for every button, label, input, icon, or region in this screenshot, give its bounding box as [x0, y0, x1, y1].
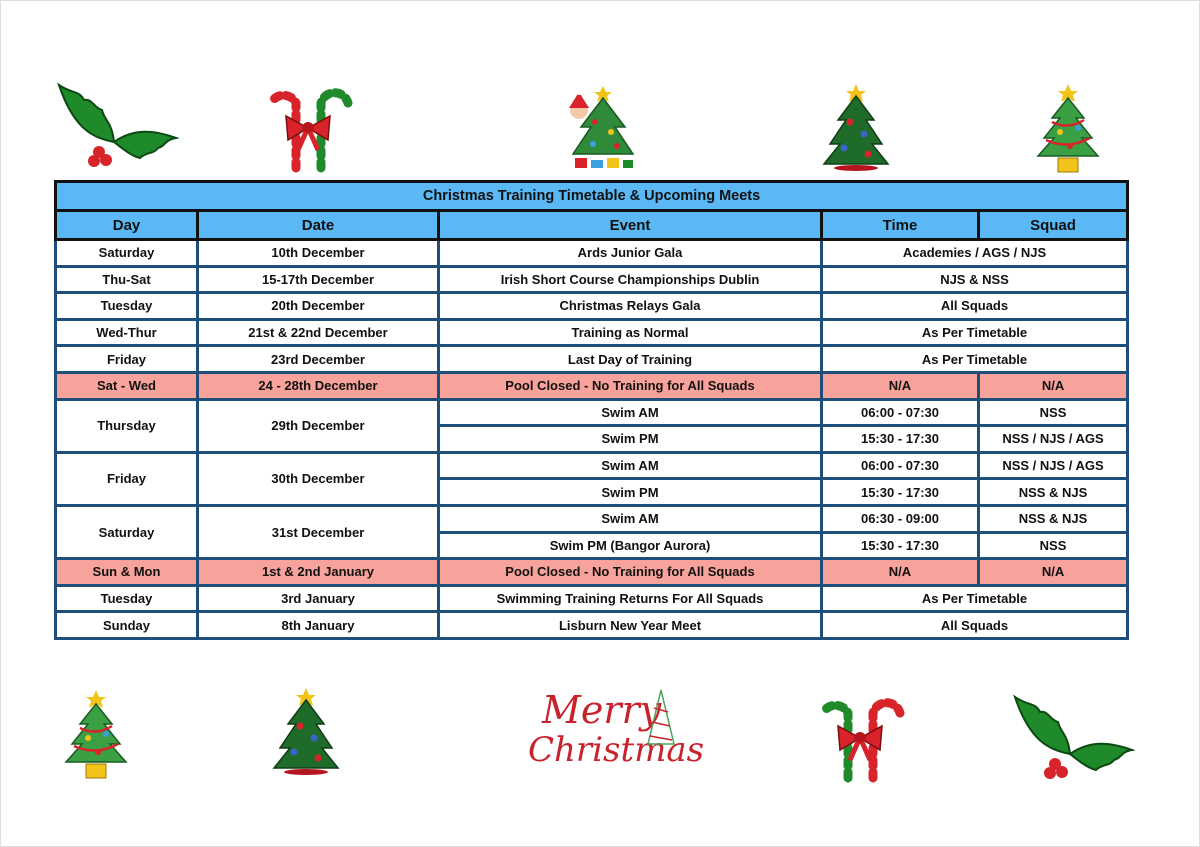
cell-event: Swim AM — [439, 505, 822, 532]
cell-day: Sun & Mon — [56, 559, 198, 586]
header-time: Time — [822, 211, 979, 240]
table-row — [56, 585, 1128, 612]
table-row-closed — [56, 559, 1128, 586]
header-day: Day — [56, 211, 198, 240]
table-row — [56, 266, 1128, 293]
christmas-text: Christmas — [528, 730, 705, 770]
cell-date: 31st December — [198, 505, 439, 558]
cell-squad: NSS / NJS / AGS — [979, 426, 1128, 453]
cell-date: 3rd January — [198, 585, 439, 612]
cell-event: Swim PM — [439, 479, 822, 506]
cell-event: Swim PM — [439, 426, 822, 453]
table-row — [56, 399, 1128, 426]
cell-squad: N/A — [979, 559, 1128, 586]
cell-event: Swim AM — [439, 452, 822, 479]
holly-icon — [1010, 692, 1135, 782]
cell-squad: NSS / NJS / AGS — [979, 452, 1128, 479]
header-date: Date — [198, 211, 439, 240]
cell-date: 1st & 2nd January — [198, 559, 439, 586]
decorated-tree-icon — [58, 688, 133, 780]
cell-day: Thu-Sat — [56, 266, 198, 293]
cell-event: Pool Closed - No Training for All Squads — [439, 372, 822, 399]
cell-time: 15:30 - 17:30 — [822, 532, 979, 559]
christmas-tree-icon — [818, 82, 893, 174]
cell-squad: NSS & NJS — [979, 505, 1128, 532]
table-row — [56, 319, 1128, 346]
cell-event: Training as Normal — [439, 319, 822, 346]
cell-time-squad: All Squads — [822, 612, 1128, 639]
christmas-tree-icon — [268, 686, 343, 778]
cell-day: Sat - Wed — [56, 372, 198, 399]
cell-time: 06:30 - 09:00 — [822, 505, 979, 532]
cell-time-squad: Academies / AGS / NJS — [822, 240, 1128, 267]
table-row — [56, 452, 1128, 479]
cell-squad: NSS & NJS — [979, 479, 1128, 506]
table-row — [56, 505, 1128, 532]
header-squad: Squad — [979, 211, 1128, 240]
small-tree-icon — [646, 688, 676, 748]
table-title: Christmas Training Timetable & Upcoming Meets — [56, 182, 1128, 211]
cell-day: Saturday — [56, 505, 198, 558]
table-row — [56, 293, 1128, 320]
cell-day: Sunday — [56, 612, 198, 639]
cell-time: N/A — [822, 372, 979, 399]
cell-date: 20th December — [198, 293, 439, 320]
cell-squad: NSS — [979, 399, 1128, 426]
cell-date: 23rd December — [198, 346, 439, 373]
cell-date: 21st & 22nd December — [198, 319, 439, 346]
cell-day: Saturday — [56, 240, 198, 267]
header-event: Event — [439, 211, 822, 240]
cell-time: 06:00 - 07:30 — [822, 399, 979, 426]
table-row — [56, 346, 1128, 373]
cell-time: 06:00 - 07:30 — [822, 452, 979, 479]
cell-time: N/A — [822, 559, 979, 586]
cell-event: Pool Closed - No Training for All Squads — [439, 559, 822, 586]
cell-event: Swim PM (Bangor Aurora) — [439, 532, 822, 559]
cell-day: Wed-Thur — [56, 319, 198, 346]
cell-event: Lisburn New Year Meet — [439, 612, 822, 639]
cell-date: 30th December — [198, 452, 439, 505]
cell-time-squad: All Squads — [822, 293, 1128, 320]
cell-date: 24 - 28th December — [198, 372, 439, 399]
cell-day: Tuesday — [56, 293, 198, 320]
cell-date: 15-17th December — [198, 266, 439, 293]
cell-day: Tuesday — [56, 585, 198, 612]
cell-squad: NSS — [979, 532, 1128, 559]
cell-date: 10th December — [198, 240, 439, 267]
cell-date: 8th January — [198, 612, 439, 639]
cell-day: Friday — [56, 452, 198, 505]
table-row-closed — [56, 372, 1128, 399]
cell-time-squad: NJS & NSS — [822, 266, 1128, 293]
cell-time-squad: As Per Timetable — [822, 319, 1128, 346]
cell-day: Thursday — [56, 399, 198, 452]
cell-event: Christmas Relays Gala — [439, 293, 822, 320]
cell-event: Ards Junior Gala — [439, 240, 822, 267]
santa-tree-icon — [565, 82, 640, 174]
merry-christmas-logo — [528, 688, 705, 788]
cell-time: 15:30 - 17:30 — [822, 426, 979, 453]
cell-event: Last Day of Training — [439, 346, 822, 373]
decorated-tree-icon — [1030, 82, 1105, 174]
cell-time-squad: As Per Timetable — [822, 346, 1128, 373]
candy-cane-icon — [266, 78, 356, 173]
cell-event: Swimming Training Returns For All Squads — [439, 585, 822, 612]
table-row — [56, 240, 1128, 267]
cell-day: Friday — [56, 346, 198, 373]
cell-time: 15:30 - 17:30 — [822, 479, 979, 506]
cell-squad: N/A — [979, 372, 1128, 399]
cell-time-squad: As Per Timetable — [822, 585, 1128, 612]
candy-cane-icon — [818, 688, 908, 783]
cell-event: Swim AM — [439, 399, 822, 426]
cell-event: Irish Short Course Championships Dublin — [439, 266, 822, 293]
merry-text: Merry — [542, 688, 662, 732]
timetable — [54, 180, 1129, 640]
cell-date: 29th December — [198, 399, 439, 452]
table-row — [56, 612, 1128, 639]
holly-icon — [54, 80, 179, 170]
